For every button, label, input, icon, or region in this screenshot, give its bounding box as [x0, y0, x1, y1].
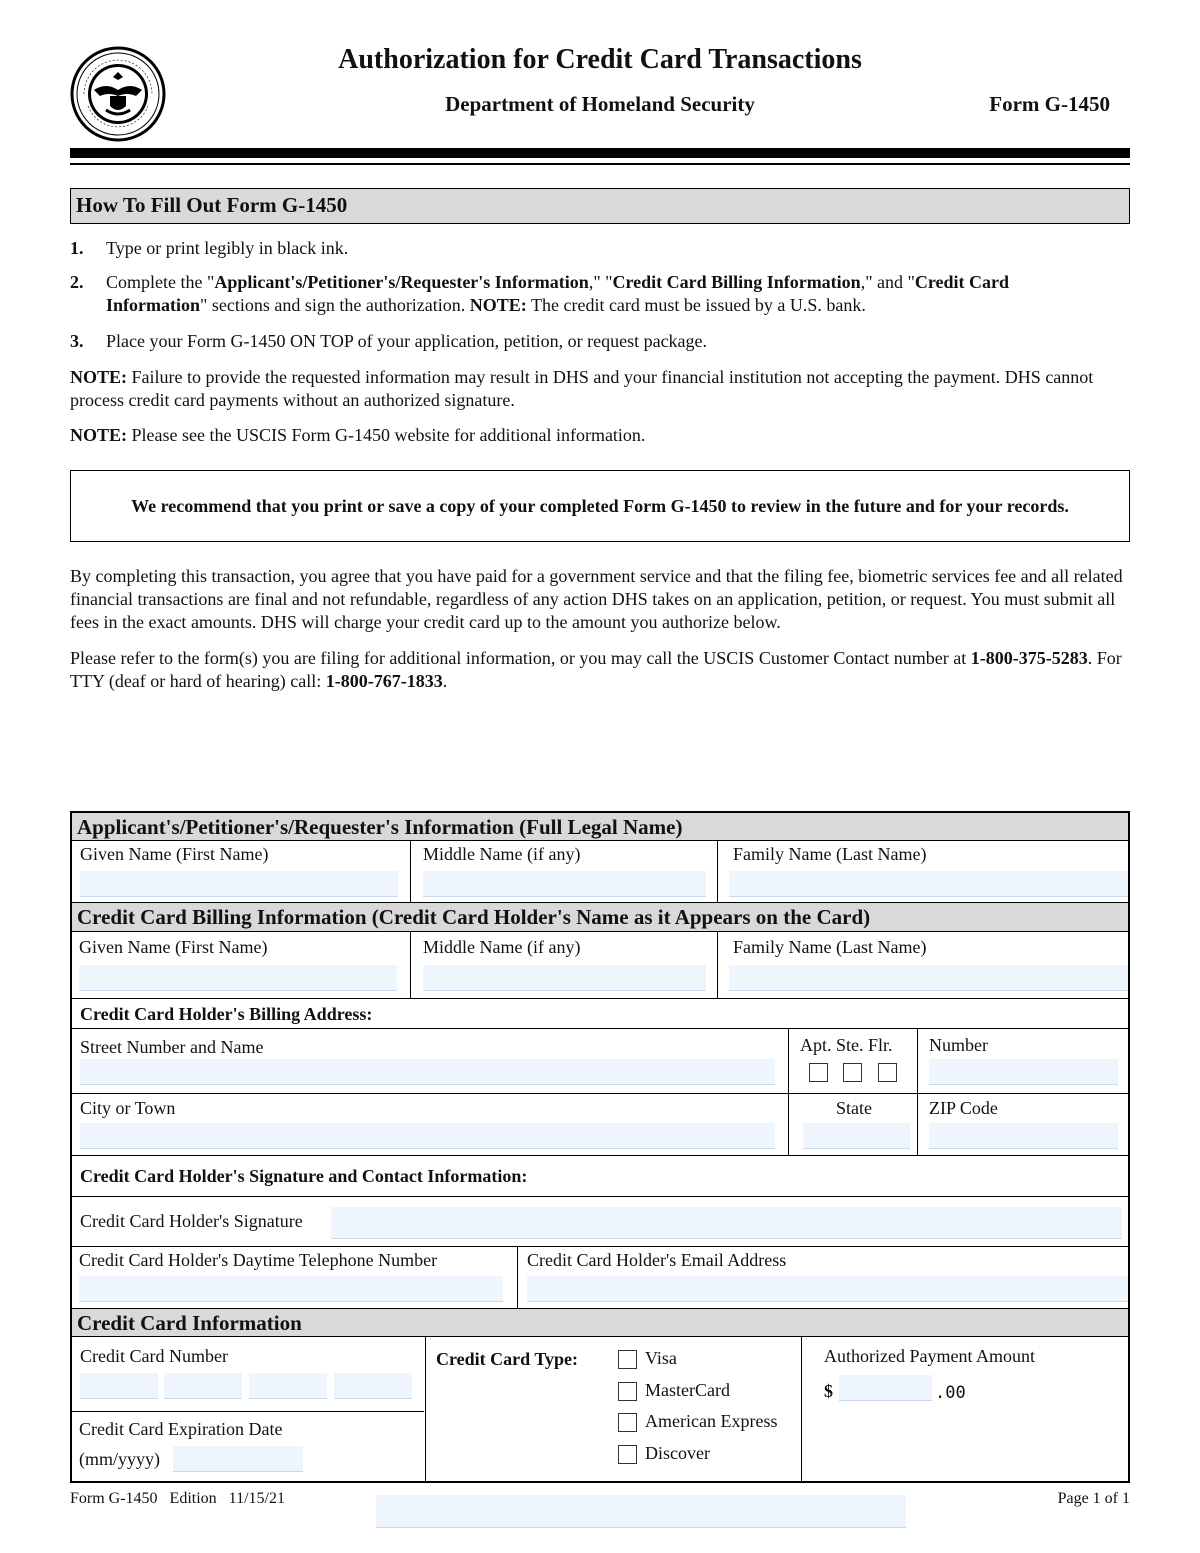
instruction-number: 1.	[70, 238, 84, 258]
unit-number-label: Number	[929, 1035, 988, 1055]
zip-label: ZIP Code	[929, 1098, 998, 1118]
card-number-label: Credit Card Number	[80, 1346, 228, 1366]
agreement-text: By completing this transaction, you agree that you have paid for a government service and that the filing fee, biometric services fee and all related financial transactions are final and not refundable, regardless of any action DHS takes on an application, petition, or request. You must submit all fees in the exact amounts. DHS will charge your credit card up to the amount you authorize below.	[70, 566, 1123, 632]
card-number-field-4[interactable]	[334, 1373, 412, 1399]
flr-checkbox[interactable]	[878, 1063, 897, 1082]
header-rule-thin	[70, 163, 1130, 165]
discover-label: Discover	[645, 1443, 710, 1463]
card-number-field-1[interactable]	[80, 1373, 158, 1399]
phone-label: Credit Card Holder's Daytime Telephone Number	[79, 1250, 438, 1270]
footer-page-number: Page 1 of 1	[1057, 1490, 1130, 1507]
city-label: City or Town	[80, 1098, 176, 1118]
amount-label: Authorized Payment Amount	[824, 1346, 1035, 1366]
billing-heading: Credit Card Billing Information (Credit Card Holder's Name as it Appears on the Card)	[72, 903, 1128, 931]
footer-edition: Form G-1450 Edition 11/15/21	[70, 1490, 285, 1507]
currency-symbol: $	[824, 1381, 833, 1401]
instruction-text: Type or print legibly in black ink.	[106, 238, 349, 258]
visa-checkbox[interactable]	[618, 1350, 637, 1369]
footer-barcode-field	[376, 1495, 906, 1528]
credit-card-form	[70, 811, 1130, 1483]
email-field[interactable]	[527, 1276, 1128, 1302]
applicant-family-name-field[interactable]	[729, 871, 1128, 897]
contact-phone: 1-800-375-5283	[970, 648, 1088, 668]
state-field[interactable]	[803, 1123, 910, 1149]
instruction-text: Complete the "Applicant's/Petitioner's/Requester's Information," "Credit Card Billing Information," and "Credit Card Information" sections and sign the authorization. NOTE: The credit card must be issued by a U.S. bank.	[106, 272, 1010, 315]
applicant-family-label: Family Name (Last Name)	[733, 844, 927, 864]
contact-text: Please refer to the form(s) you are filing for additional information, or you may call the USCIS Customer Contact number at 1-800-375-5283. For TTY (deaf or hard of hearing) call: 1-800-767-1833.	[70, 648, 1122, 691]
applicant-middle-name-field[interactable]	[423, 871, 706, 897]
city-field[interactable]	[80, 1123, 775, 1149]
form-title: Authorization for Credit Card Transactions	[338, 44, 862, 75]
amex-label: American Express	[645, 1411, 778, 1431]
note-failure: NOTE: Failure to provide the requested information may result in DHS and your financial institution not accepting the payment. DHS cannot process credit card payments without an authorized signature.	[70, 367, 1094, 410]
expiration-label: Credit Card Expiration Date	[79, 1419, 283, 1439]
signature-label: Credit Card Holder's Signature	[80, 1211, 303, 1231]
billing-middle-label: Middle Name (if any)	[423, 937, 581, 957]
zip-field[interactable]	[929, 1123, 1118, 1149]
apt-checkbox[interactable]	[809, 1063, 828, 1082]
billing-family-name-field[interactable]	[729, 965, 1128, 991]
card-number-field-3[interactable]	[249, 1373, 327, 1399]
recommendation-box: We recommend that you print or save a copy of your completed Form G-1450 to review in the future and for your records.	[70, 470, 1130, 542]
billing-middle-name-field[interactable]	[423, 965, 706, 991]
applicant-heading: Applicant's/Petitioner's/Requester's Information (Full Legal Name)	[72, 813, 1128, 840]
expiration-field[interactable]	[173, 1446, 303, 1472]
billing-given-label: Given Name (First Name)	[79, 937, 268, 957]
mastercard-checkbox[interactable]	[618, 1382, 637, 1401]
applicant-given-name-field[interactable]	[80, 871, 398, 897]
amount-field[interactable]	[839, 1375, 932, 1401]
amex-checkbox[interactable]	[618, 1413, 637, 1432]
card-type-label: Credit Card Type:	[436, 1349, 578, 1369]
instruction-text: Place your Form G-1450 ON TOP of your application, petition, or request package.	[106, 331, 708, 351]
billing-family-label: Family Name (Last Name)	[733, 937, 927, 957]
instructions-heading: How To Fill Out Form G-1450	[70, 188, 1130, 224]
applicant-given-label: Given Name (First Name)	[80, 844, 269, 864]
billing-given-name-field[interactable]	[79, 965, 397, 991]
email-label: Credit Card Holder's Email Address	[527, 1250, 787, 1270]
tty-phone: 1-800-767-1833	[325, 671, 443, 691]
unit-type-label: Apt. Ste. Flr.	[800, 1035, 893, 1055]
state-label: State	[836, 1098, 872, 1118]
instruction-number: 3.	[70, 331, 84, 351]
note-website: NOTE: Please see the USCIS Form G-1450 website for additional information.	[70, 425, 646, 445]
phone-field[interactable]	[79, 1276, 503, 1302]
card-number-field-2[interactable]	[164, 1373, 242, 1399]
department-name: Department of Homeland Security	[445, 92, 755, 116]
discover-checkbox[interactable]	[618, 1445, 637, 1464]
street-field[interactable]	[80, 1059, 775, 1085]
unit-number-field[interactable]	[929, 1059, 1118, 1085]
instruction-number: 2.	[70, 272, 84, 292]
form-number: Form G-1450	[989, 92, 1110, 116]
mastercard-label: MasterCard	[645, 1380, 730, 1400]
header-rule	[70, 148, 1130, 158]
card-info-heading: Credit Card Information	[72, 1309, 1128, 1336]
signature-field[interactable]	[331, 1207, 1122, 1239]
street-label: Street Number and Name	[80, 1037, 264, 1057]
amount-cents: .00	[935, 1383, 966, 1403]
billing-address-heading: Credit Card Holder's Billing Address:	[80, 1004, 373, 1024]
applicant-middle-label: Middle Name (if any)	[423, 844, 581, 864]
signature-heading: Credit Card Holder's Signature and Contact Information:	[80, 1166, 528, 1186]
ste-checkbox[interactable]	[843, 1063, 862, 1082]
visa-label: Visa	[645, 1348, 677, 1368]
expiration-format: (mm/yyyy)	[79, 1449, 160, 1469]
